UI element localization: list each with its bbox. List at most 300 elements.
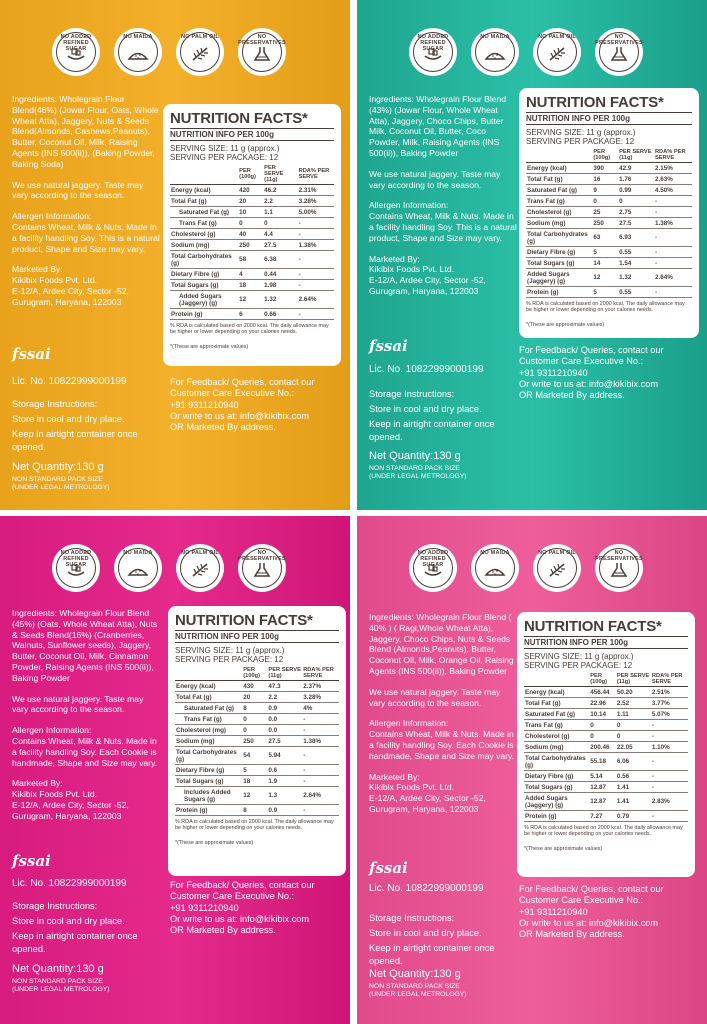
nutrition-row <box>170 240 334 251</box>
nutrition-row <box>170 185 334 196</box>
flour-pile-icon <box>484 42 506 63</box>
badge-label: NO ADDED REFINED SUGAR <box>417 34 449 52</box>
palm-leaf-icon <box>546 42 568 63</box>
nutrient-rda: 2.31% <box>298 185 334 196</box>
nutrient-per-100g: 430 <box>242 681 267 692</box>
nutrition-row <box>526 247 692 258</box>
badge-label: NO MAIDA <box>480 550 510 556</box>
palm-leaf-icon <box>189 42 211 63</box>
marketed-line: Kikibix Foods Pvt. Ltd. <box>369 782 455 793</box>
jaggery-note: We use natural jaggery. Taste may vary according to the season. <box>369 168 501 190</box>
nutrient-per-100g: 7.27 <box>589 811 616 822</box>
nutrition-table <box>175 666 339 816</box>
nutrition-row <box>526 218 692 229</box>
nutrient-name: Dietary Fibre (g) <box>170 269 238 280</box>
nutrient-per-serve: 0.55 <box>618 247 654 258</box>
approx-note: *(These are approximate values) <box>524 845 603 852</box>
feedback-block <box>170 880 345 936</box>
nutrient-per-serve: 0.0 <box>267 725 302 736</box>
nutrient-rda: - <box>651 782 688 793</box>
allergen-info <box>12 725 160 768</box>
nutrient-name: Total Carbohydrates (g) <box>175 747 242 765</box>
allergen-info <box>369 718 517 761</box>
nutrient-per-serve: 0.56 <box>616 771 651 782</box>
nutrition-title: NUTRITION FACTS* <box>170 110 308 127</box>
nutrient-per-100g: 250 <box>242 736 267 747</box>
nutrient-per-100g: 0 <box>589 720 616 731</box>
badge-palm-leaf <box>533 28 581 76</box>
non-standard-line: NON STANDARD PACK SIZE <box>369 465 460 472</box>
nutrient-name: Protein (g) <box>175 805 242 816</box>
nutrient-per-100g: 4 <box>238 269 263 280</box>
license-number: Lic. No. 10822999000199 <box>12 376 127 387</box>
nutrient-per-100g: 58 <box>238 251 263 269</box>
nutrition-row <box>524 720 688 731</box>
nutrient-per-100g: 12 <box>592 269 618 287</box>
nutrient-per-100g: 250 <box>592 218 618 229</box>
marketed-by <box>369 254 517 297</box>
nutrition-row <box>175 776 339 787</box>
nutrition-row <box>170 280 334 291</box>
nutrient-per-serve: 46.2 <box>263 185 297 196</box>
net-quantity: Net Quantity:130 g <box>12 461 104 473</box>
flour-pile-icon <box>127 42 149 63</box>
nutrient-name: Cholesterol (g) <box>170 229 238 240</box>
feedback-line: +91 9311210940 <box>519 367 588 378</box>
net-quantity: Net Quantity:130 g <box>369 450 461 462</box>
fssai-logo: fssai <box>369 859 408 877</box>
nutrient-per-serve: 0 <box>263 218 297 229</box>
allergen-text: Contains Wheat, Milk & Nuts. Made in a facility handling Soy. Each Cookie is handmade, Shape and Size may vary. <box>369 729 515 761</box>
nutrient-per-serve: 0.9 <box>267 703 302 714</box>
nutrient-rda: 2.37% <box>302 681 339 692</box>
nutrient-name: Saturated Fat (g) <box>524 709 589 720</box>
marketed-line: E-12/A, Ardee City, Sector -52, <box>369 275 486 286</box>
nutrient-per-100g: 0 <box>592 196 618 207</box>
allergen-text: Contains Wheat, Milk & Nuts. Made in a facility handling Soy. This is a natural product, Shape and Size may vary. <box>369 211 517 243</box>
nutrition-row <box>175 681 339 692</box>
sugar-spoon-icon <box>422 42 444 63</box>
feedback-line: For Feedback/ Queries, contact our Customer Care Executive No.: <box>170 377 315 399</box>
nutrition-title: NUTRITION FACTS* <box>175 612 313 629</box>
nutrient-per-100g: 10.14 <box>589 709 616 720</box>
serving-size: SERVING SIZE: 11 g (approx.) <box>175 646 285 655</box>
nutrient-name: Trans Fat (g) <box>526 196 592 207</box>
nutrient-rda: 2.83% <box>651 793 688 811</box>
nutrient-per-100g: 8 <box>242 703 267 714</box>
nutrition-row <box>524 782 688 793</box>
serving-per-package: SERVING PER PACKAGE: 12 <box>526 137 635 146</box>
marketed-by <box>12 778 160 821</box>
nutrient-per-100g: 0 <box>242 725 267 736</box>
nutrient-per-serve: 6.93 <box>618 229 654 247</box>
nutrition-row <box>175 725 339 736</box>
nutrient-per-serve: 0.6 <box>267 765 302 776</box>
nutrition-row <box>526 185 692 196</box>
nutrient-rda: - <box>302 747 339 765</box>
serving-info <box>526 128 692 146</box>
nutrient-per-100g: 10 <box>238 207 263 218</box>
nutrient-rda: - <box>298 251 334 269</box>
non-standard-pack <box>12 476 110 492</box>
nutrition-row <box>175 703 339 714</box>
nutrient-name: Cholesterol (mg) <box>175 725 242 736</box>
ingredients-block <box>12 608 160 832</box>
nutrition-row <box>526 174 692 185</box>
badge-flask <box>595 544 643 592</box>
allergen-heading: Allergen Information: <box>369 200 449 211</box>
nutrient-per-serve: 0.9 <box>267 805 302 816</box>
badge-label: NO PALM OIL <box>538 550 576 556</box>
nutrition-subtitle: NUTRITION INFO PER 100g <box>524 636 688 649</box>
marketed-line: Marketed By: <box>369 771 420 782</box>
nutrient-per-100g: 12 <box>242 787 267 805</box>
feedback-line: Or write to us at: info@kikibix.com <box>170 913 310 924</box>
nutrition-row <box>175 747 339 765</box>
net-quantity: Net Quantity:130 g <box>12 963 104 975</box>
nutrient-rda: - <box>654 207 692 218</box>
nutrient-per-100g: 250 <box>238 240 263 251</box>
nutrition-column-header: PER (100g) <box>242 666 267 681</box>
fssai-logo: fssai <box>12 852 51 870</box>
storage-heading: Storage Instructions: <box>369 913 455 923</box>
nutrient-name: Total Carbohydrates (g) <box>526 229 592 247</box>
nutrition-column-header: PER SERVE (11g) <box>263 164 297 185</box>
nutrition-row <box>524 698 688 709</box>
nutrient-rda: 2.64% <box>654 269 692 287</box>
nutrient-rda: 2.63% <box>654 174 692 185</box>
flour-pile-icon <box>127 558 149 579</box>
nutrition-row <box>524 709 688 720</box>
nutrition-title: NUTRITION FACTS* <box>524 618 662 635</box>
badge-label: NO MAIDA <box>123 550 153 556</box>
nutrition-row <box>524 753 688 771</box>
badge-sugar-spoon <box>409 544 457 592</box>
nutrient-per-100g: 456.44 <box>589 687 616 698</box>
nutrition-column-header: PER (100g) <box>589 672 616 687</box>
feedback-line: Or write to us at: info@kikibix.com <box>519 917 659 928</box>
badge-palm-leaf <box>533 544 581 592</box>
nutrient-per-100g: 5.14 <box>589 771 616 782</box>
feedback-block <box>170 377 345 433</box>
nutrient-per-100g: 14 <box>592 258 618 269</box>
badge-sugar-spoon <box>52 28 100 76</box>
badge-label: NO MAIDA <box>123 34 153 40</box>
nutrient-per-100g: 18 <box>242 776 267 787</box>
nutrient-name: Saturated Fat (g) <box>170 207 238 218</box>
nutrition-row <box>526 258 692 269</box>
product-panel-2 <box>357 0 707 510</box>
flask-icon <box>608 558 630 579</box>
nutrient-rda: - <box>651 753 688 771</box>
nutrition-row <box>526 229 692 247</box>
jaggery-note: We use natural jaggery. Taste may vary according to the season. <box>12 179 144 201</box>
nutrient-rda: 1.10% <box>651 742 688 753</box>
nutrient-rda: - <box>298 269 334 280</box>
storage-line-2: Keep in airtight container once opened. <box>369 419 495 442</box>
ingredients-text: Ingredients: Wholegrain Flour Blend (45%) (Oats, Whole Wheat Atta), Nuts & Seeds Blend(16%) (Cranberries, Walnuts, Sunflower seeds), Jaggery, Butter, Coconut Oil, Milk, Cinnamon Powder, Raising Agents (INS 500(ii)), Baking Powder <box>12 608 158 683</box>
nutrition-column-header <box>175 666 242 681</box>
nutrient-per-serve: 0.66 <box>263 309 297 320</box>
ingredients-block <box>369 612 517 825</box>
nutrient-per-100g: 20 <box>242 692 267 703</box>
nutrient-per-serve: 1.11 <box>616 709 651 720</box>
nutrient-name: Total Sugars (g) <box>175 776 242 787</box>
nutrition-column-header <box>524 672 589 687</box>
nutrition-row <box>526 196 692 207</box>
nutrient-per-100g: 25 <box>592 207 618 218</box>
nutrient-per-serve: 1.9 <box>267 776 302 787</box>
badge-flour-pile <box>114 544 162 592</box>
nutrient-per-100g: 55.18 <box>589 753 616 771</box>
nutrient-rda: - <box>298 218 334 229</box>
nutrition-facts-card <box>168 606 346 876</box>
rda-note: % RDA is calculated based on 2000 kcal. The daily allowance may be higher or lower depending on your calories needs. <box>170 323 329 336</box>
nutrition-row <box>170 196 334 207</box>
rda-note: % RDA is calculated based on 2000 kcal. The daily allowance may be higher or lower depending on your calories needs. <box>175 819 334 832</box>
nutrient-per-serve: 0.0 <box>267 714 302 725</box>
sugar-spoon-icon <box>422 558 444 579</box>
nutrient-rda: - <box>298 309 334 320</box>
serving-info <box>524 652 688 670</box>
ingredients-block <box>12 94 160 318</box>
nutrient-rda: 3.28% <box>302 692 339 703</box>
feedback-line: For Feedback/ Queries, contact our Customer Care Executive No.: <box>170 880 315 902</box>
flask-icon <box>251 42 273 63</box>
nutrient-rda: - <box>302 714 339 725</box>
nutrient-rda: 3.28% <box>298 196 334 207</box>
nutrient-per-serve: 0.79 <box>616 811 651 822</box>
feedback-line: +91 9311210940 <box>519 906 588 917</box>
storage-instructions <box>369 388 509 446</box>
storage-line-2: Keep in airtight container once opened. <box>12 931 138 954</box>
nutrient-per-100g: 5 <box>592 247 618 258</box>
badge-label: NO PRESERVATIVES <box>595 550 643 562</box>
rda-note: % RDA is calculated based on 2000 kcal. The daily allowance may be higher or lower depending on your calories needs. <box>526 301 685 314</box>
nutrient-rda: 1.38% <box>654 218 692 229</box>
nutrient-rda: 2.15% <box>654 163 692 174</box>
storage-line-1: Store in cool and dry place. <box>12 414 125 424</box>
product-panel-3 <box>0 516 350 1024</box>
fssai-logo: fssai <box>12 345 51 363</box>
nutrient-per-serve: 4.4 <box>263 229 297 240</box>
badge-palm-leaf <box>176 28 224 76</box>
marketed-line: Kikibix Foods Pvt. Ltd. <box>12 275 98 286</box>
badge-flour-pile <box>114 28 162 76</box>
nutrition-row <box>175 714 339 725</box>
badge-palm-leaf <box>176 544 224 592</box>
serving-per-package: SERVING PER PACKAGE: 12 <box>170 153 279 162</box>
nutrient-rda: 5.00% <box>298 207 334 218</box>
storage-instructions <box>369 912 509 970</box>
storage-line-1: Store in cool and dry place. <box>369 404 482 414</box>
feedback-line: +91 9311210940 <box>170 399 239 410</box>
marketed-line: Marketed By: <box>369 253 420 264</box>
nutrient-name: Cholesterol (g) <box>524 731 589 742</box>
nutrient-rda: - <box>651 811 688 822</box>
marketed-line: E-12/A, Ardee City, Sector -52, <box>12 285 129 296</box>
ingredients-text: Ingredients: Wholegrain Flour Blend ( 40% ) ( Ragi,Whole Wheat Atta), Jaggery, Choco Chips, Nuts & Seeds Blend (Almonds,Peanuts), Butter, Coconut Oil, Milk, Orange Oil, Raising Agents (INS 500(ii)), Baking Powder <box>369 612 514 676</box>
nutrient-per-serve: 6.06 <box>616 753 651 771</box>
badge-label: NO PALM OIL <box>181 550 219 556</box>
badge-label: NO PALM OIL <box>538 34 576 40</box>
storage-line-2: Keep in airtight container once opened. <box>369 943 495 966</box>
nutrition-row <box>526 269 692 287</box>
nutrition-row <box>170 291 334 309</box>
serving-per-package: SERVING PER PACKAGE: 12 <box>524 661 633 670</box>
nutrient-name: Total Carbohydrates (g) <box>524 753 589 771</box>
nutrient-per-100g: 0 <box>242 714 267 725</box>
non-standard-pack <box>12 978 110 994</box>
nutrient-per-serve: 22.05 <box>616 742 651 753</box>
nutrient-name: Trans Fat (g) <box>524 720 589 731</box>
marketed-line: E-12/A, Ardee City, Sector -52, <box>369 793 486 804</box>
nutrition-row <box>170 269 334 280</box>
nutrient-rda: - <box>302 725 339 736</box>
nutrient-per-serve: 42.9 <box>618 163 654 174</box>
approx-note: *(These are approximate values) <box>170 343 249 350</box>
nutrient-per-serve: 0 <box>616 731 651 742</box>
feedback-block <box>519 884 694 940</box>
nutrient-name: Trans Fat (g) <box>175 714 242 725</box>
feedback-line: +91 9311210940 <box>170 902 239 913</box>
nutrient-rda: - <box>654 229 692 247</box>
nutrient-rda: - <box>651 731 688 742</box>
serving-info <box>175 646 339 664</box>
non-standard-pack <box>369 465 467 481</box>
nutrient-name: Includes Added Sugars (g) <box>175 787 242 805</box>
nutrition-row <box>526 163 692 174</box>
serving-size: SERVING SIZE: 11 g (approx.) <box>524 652 634 661</box>
nutrient-per-serve: 1.32 <box>263 291 297 309</box>
nutrient-per-serve: 50.20 <box>616 687 651 698</box>
nutrition-row <box>526 207 692 218</box>
marketed-by <box>369 772 517 815</box>
marketed-line: E-12/A, Ardee City, Sector -52, <box>12 799 129 810</box>
nutrition-column-header: PER SERVE (11g) <box>268 667 301 679</box>
feedback-line: OR Marketed By address. <box>170 422 276 433</box>
nutrition-column-header: RDA% PER SERVE <box>651 672 688 687</box>
nutrition-row <box>524 731 688 742</box>
nutrient-name: Sodium (mg) <box>526 218 592 229</box>
nutrient-per-100g: 54 <box>242 747 267 765</box>
nutrition-row <box>524 771 688 782</box>
nutrient-per-100g: 18 <box>238 280 263 291</box>
badge-flour-pile <box>471 28 519 76</box>
nutrient-name: Energy (kcal) <box>175 681 242 692</box>
nutrient-rda: 3.77% <box>651 698 688 709</box>
nutrition-column-header: PER SERVE (11g) <box>616 673 650 685</box>
palm-leaf-icon <box>546 558 568 579</box>
storage-heading: Storage Instructions: <box>12 901 98 911</box>
nutrition-table <box>524 672 688 822</box>
nutrient-per-serve: 2.52 <box>616 698 651 709</box>
feedback-block <box>519 345 694 401</box>
nutrient-name: Dietary Fibre (g) <box>526 247 592 258</box>
license-number: Lic. No. 10822999000199 <box>369 364 484 375</box>
nutrient-name: Total Sugars (g) <box>526 258 592 269</box>
nutrient-rda: - <box>302 776 339 787</box>
flask-icon <box>251 558 273 579</box>
allergen-text: Contains Wheat, Milk & Nuts. Made in a facility handling Soy. This is a natural product, Shape and Size may vary. <box>12 221 160 254</box>
nutrition-row <box>170 218 334 229</box>
palm-leaf-icon <box>189 558 211 579</box>
legal-metrology-line: (UNDER LEGAL METROLOGY) <box>369 473 467 480</box>
badge-label: NO ADDED REFINED SUGAR <box>60 550 92 568</box>
nutrient-per-100g: 20 <box>238 196 263 207</box>
nutrient-per-serve: 1.54 <box>618 258 654 269</box>
nutrient-per-serve: 1.41 <box>616 782 651 793</box>
nutrient-rda: 2.51% <box>651 687 688 698</box>
nutrient-name: Cholesterol (g) <box>526 207 592 218</box>
marketed-line: Gurugram, Haryana, 122003 <box>12 296 122 307</box>
badge-row <box>409 28 643 76</box>
badge-row <box>409 544 643 592</box>
nutrient-name: Protein (g) <box>170 309 238 320</box>
serving-size: SERVING SIZE: 11 g (approx.) <box>170 144 280 153</box>
nutrient-rda: 4.50% <box>654 185 692 196</box>
badge-label: NO MAIDA <box>480 34 510 40</box>
legal-metrology-line: (UNDER LEGAL METROLOGY) <box>12 986 110 993</box>
ingredients-text: Ingredients: Wholegrain Flour Blend (43%) (Jowar Flour, Whole Wheat Atta), Jaggery, Choco Chips, Butter Milk, Coconut Oil, Butter, Coco Powder, Milk, Raising Agents (INS 500(ii)), Baking Powder <box>369 94 507 158</box>
storage-line-1: Store in cool and dry place. <box>369 928 482 938</box>
storage-line-2: Keep in airtight container once opened. <box>12 429 138 452</box>
nutrient-rda: - <box>654 247 692 258</box>
nutrition-facts-card <box>163 104 341 366</box>
marketed-line: Gurugram, Haryana, 122003 <box>12 810 122 821</box>
feedback-line: OR Marketed By address. <box>170 925 276 936</box>
nutrition-column-header: PER (100g) <box>592 148 618 163</box>
nutrient-per-serve: 1.98 <box>263 280 297 291</box>
flour-pile-icon <box>484 558 506 579</box>
nutrient-rda: - <box>298 280 334 291</box>
flask-icon <box>608 42 630 63</box>
badge-sugar-spoon <box>52 544 100 592</box>
nutrient-name: Total Carbohydrates (g) <box>170 251 238 269</box>
nutrient-per-serve: 27.5 <box>267 736 302 747</box>
nutrient-name: Dietary Fibre (g) <box>524 771 589 782</box>
marketed-line: Kikibix Foods Pvt. Ltd. <box>369 264 455 275</box>
badge-flask <box>238 544 286 592</box>
badge-row <box>52 28 286 76</box>
nutrition-row <box>170 309 334 320</box>
nutrient-per-serve: 0 <box>618 196 654 207</box>
nutrient-per-100g: 420 <box>238 185 263 196</box>
nutrient-name: Energy (kcal) <box>170 185 238 196</box>
badge-flask <box>595 28 643 76</box>
nutrient-rda: 4% <box>302 703 339 714</box>
nutrient-rda: - <box>654 258 692 269</box>
allergen-heading: Allergen Information: <box>369 718 449 729</box>
nutrient-name: Trans Fat (g) <box>170 218 238 229</box>
nutrient-per-serve: 0.55 <box>618 287 654 298</box>
jaggery-note: We use natural jaggery. Taste may vary according to the season. <box>12 693 144 715</box>
nutrient-per-100g: 12.87 <box>589 793 616 811</box>
nutrient-rda: - <box>302 805 339 816</box>
badge-flask <box>238 28 286 76</box>
badge-label: NO ADDED REFINED SUGAR <box>417 550 449 568</box>
nutrient-rda: - <box>651 771 688 782</box>
nutrient-per-100g: 9 <box>592 185 618 196</box>
nutrient-per-serve: 47.3 <box>267 681 302 692</box>
nutrition-row <box>524 742 688 753</box>
nutrient-name: Total Sugars (g) <box>524 782 589 793</box>
badge-label: NO PRESERVATIVES <box>238 34 286 46</box>
nutrient-name: Added Sugars (Jaggery) (g) <box>170 291 238 309</box>
nutrient-rda: 1.38% <box>302 736 339 747</box>
nutrition-title: NUTRITION FACTS* <box>526 94 664 111</box>
marketed-line: Kikibix Foods Pvt. Ltd. <box>12 789 98 800</box>
